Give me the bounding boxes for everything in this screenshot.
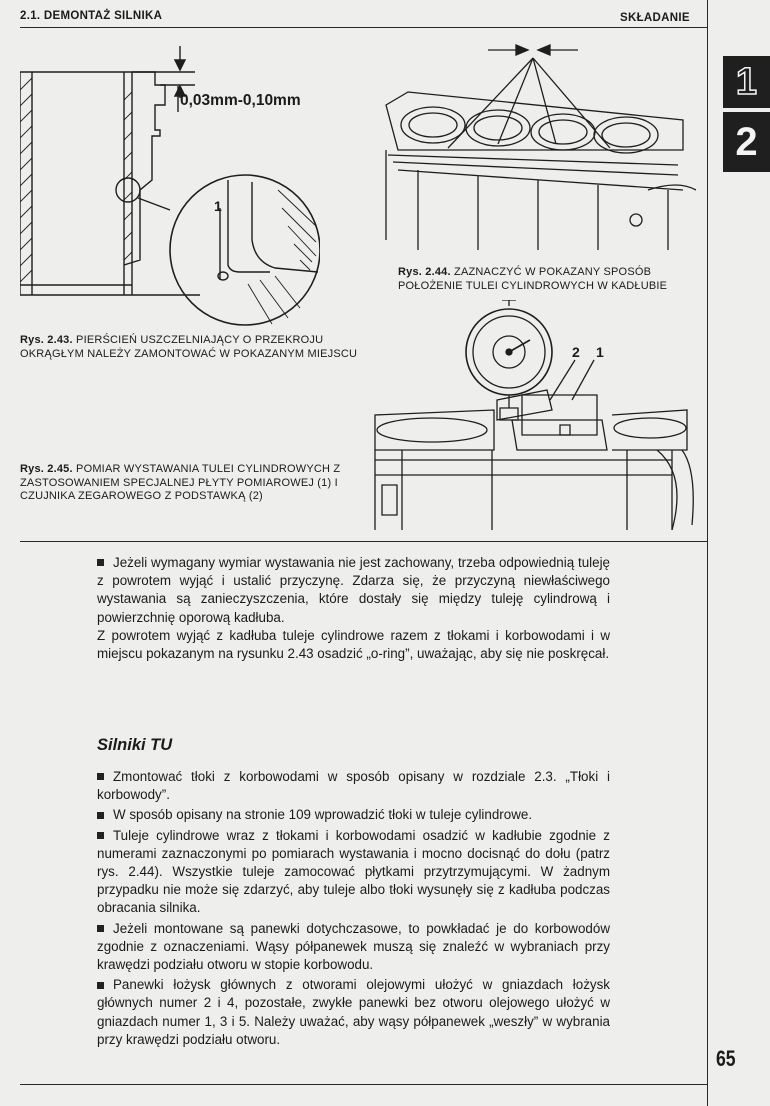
paragraph-text: Z powrotem wyjąć z kadłuba tuleje cylindrowe razem z tłokami i korbowodami i w miejscu pokazanym na rysunku 2.43 osadzić „o-ring”, uważając, aby się nie poskręcał. bbox=[97, 627, 610, 662]
intro-paragraph bbox=[97, 554, 610, 627]
section-subtitle: SKŁADANIE bbox=[620, 12, 690, 24]
figure-2-44-drawing bbox=[378, 40, 696, 255]
page-number: 65 bbox=[716, 1046, 736, 1071]
bullet-square bbox=[97, 832, 104, 839]
list-item bbox=[97, 806, 610, 824]
figure-2-43-drawing bbox=[20, 40, 320, 330]
item-text: W sposób opisany na stronie 109 wprowadzić tłoki w tuleje cylindrowe. bbox=[113, 807, 533, 823]
paragraph-text: Jeżeli wymagany wymiar wystawania nie jest zachowany, trzeba odpowiednią tuleję z powrotem wyjąć i ustalić przyczynę. Zdarza się, że przyczyną niewłaściwego wystawania są zanieczyszczenia, które dostały się między tuleję cylindrową i powierzchnię oporową kadłuba. bbox=[97, 555, 610, 625]
item-text: Panewki łożysk głównych z otworami olejowymi ułożyć w gniazdach łożysk głównych numer 2 i 4, pozostałe, zwykłe panewki bez otworu olejowego ułożyć w gniazdach numer 1, 3 i 5. Należy uważać, aby wąsy półpanewek „weszły” w wybrania przy krawędzi podziału otworu. bbox=[97, 977, 610, 1047]
figures-rule bbox=[20, 541, 707, 542]
list-item bbox=[97, 976, 610, 1049]
section-tu-list bbox=[97, 768, 610, 1049]
bullet-square bbox=[97, 773, 104, 780]
item-text: Zmontować tłoki z korbowodami w sposób opisany w rozdziale 2.3. „Tłoki i korbowody”. bbox=[97, 769, 610, 803]
list-item bbox=[97, 920, 610, 975]
callout-1-fig-2-43: 1 bbox=[214, 198, 222, 214]
caption-fig-2-43 bbox=[20, 334, 360, 361]
caption-fig-2-45 bbox=[20, 463, 345, 504]
caption-text: POMIAR WYSTAWANIA TULEI CYLINDROWYCH Z ZASTOSOWANIEM SPECJALNEJ PŁYTY POMIAROWEJ (1) I CZUJNIKA ZEGAROWEGO Z PODSTAWKĄ (2) bbox=[20, 463, 341, 503]
chapter-tab-1[interactable]: 1 bbox=[723, 56, 770, 108]
intro-paragraph bbox=[97, 627, 610, 663]
section-heading: Silniki TU bbox=[97, 736, 173, 754]
caption-text: ZAZNACZYĆ W POKAZANY SPOSÓB POŁOŻENIE TULEI CYLINDROWYCH W KADŁUBIE bbox=[398, 266, 668, 292]
header-rule bbox=[20, 27, 707, 28]
callout-1-fig-2-45: 1 bbox=[596, 344, 604, 360]
figure-2-45-drawing bbox=[372, 300, 697, 530]
caption-label: Rys. 2.43. bbox=[20, 334, 73, 346]
page-edge-rule bbox=[707, 0, 708, 1106]
footer-rule bbox=[20, 1084, 707, 1085]
chapter-tab-2[interactable]: 2 bbox=[723, 112, 770, 172]
item-text: Tuleje cylindrowe wraz z tłokami i korbowodami osadzić w kadłubie zgodnie z numerami zaznaczonymi po pomiarach wystawania i mocno docisnąć do dołu (patrz rys. 2.44). Wszystkie tuleje zamocować płytkami przytrzymującymi. W żadnym przypadku nie może się zdarzyć, aby tuleje albo tłoki wysunęły się z kadłuba podczas obracania silnika. bbox=[97, 827, 610, 916]
caption-label: Rys. 2.45. bbox=[20, 463, 73, 475]
bullet-square bbox=[97, 559, 104, 566]
list-item bbox=[97, 827, 610, 918]
intro-text bbox=[97, 554, 610, 663]
bullet-square bbox=[97, 812, 104, 819]
caption-fig-2-44 bbox=[398, 266, 703, 293]
caption-text: PIERŚCIEŃ USZCZELNIAJĄCY O PRZEKROJU OKRĄGŁYM NALEŻY ZAMONTOWAĆ W POKAZANYM MIEJSCU bbox=[20, 334, 358, 360]
dimension-label: 0,03mm-0,10mm bbox=[180, 92, 301, 109]
callout-2-fig-2-45: 2 bbox=[572, 344, 580, 360]
list-item bbox=[97, 768, 610, 804]
section-title: 2.1. DEMONTAŻ SILNIKA bbox=[20, 10, 163, 22]
bullet-square bbox=[97, 925, 104, 932]
caption-label: Rys. 2.44. bbox=[398, 266, 451, 278]
bullet-square bbox=[97, 982, 104, 989]
item-text: Jeżeli montowane są panewki dotychczasowe, to powkładać je do korbowodów zgodnie z oznaczeniami. Wąsy półpanewek muszą się znaleźć w wybraniach przy krawędzi podziału otworu w stopie korbowodu. bbox=[97, 920, 610, 973]
